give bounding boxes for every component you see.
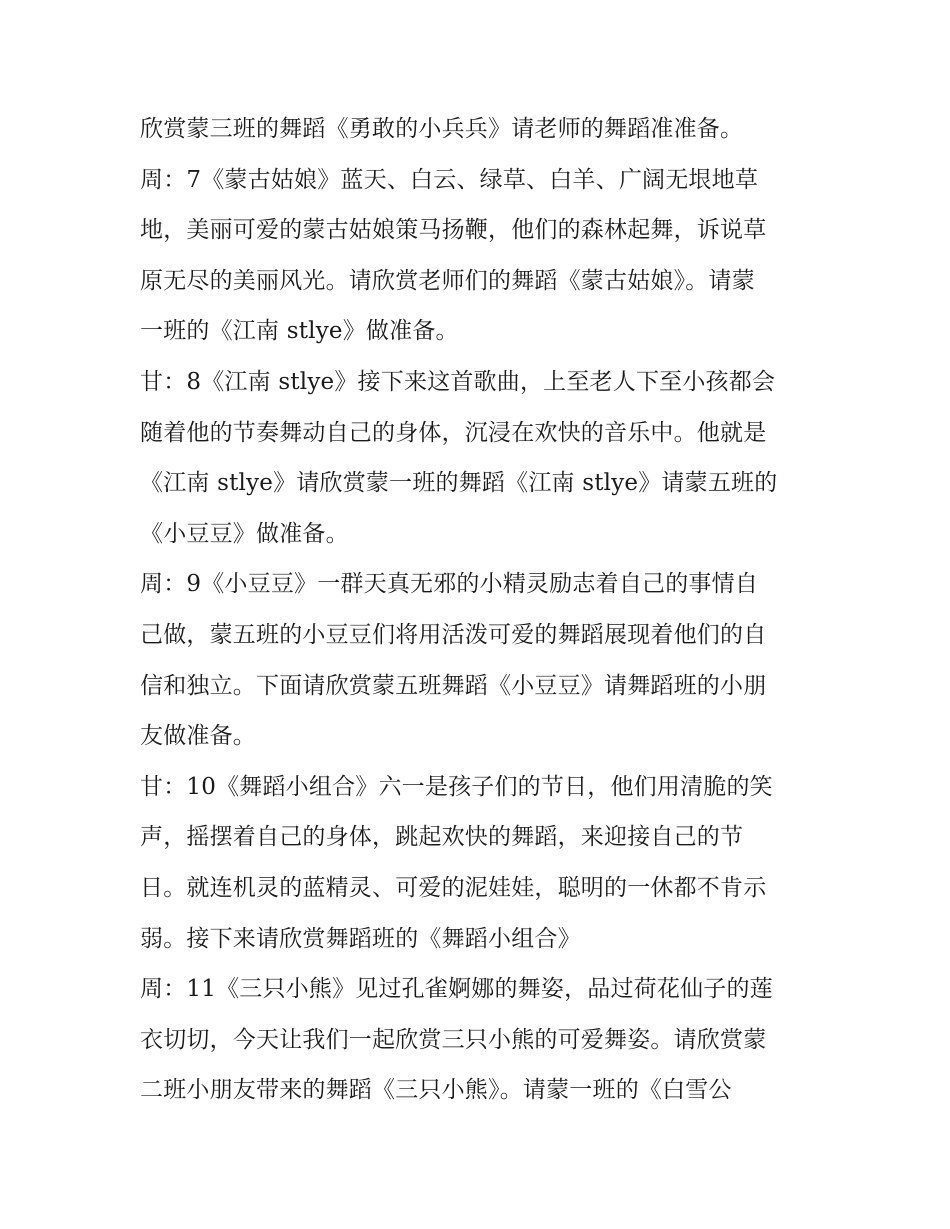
document-page: [140, 104, 820, 1116]
text-line: 弱。接下来请欣赏舞蹈班的《舞蹈小组合》: [140, 925, 581, 952]
text-line: 甘：8《江南 stlye》接下来这首歌曲，上至老人下至小孩都会: [140, 368, 776, 395]
text-line: 周：11《三只小熊》见过孔雀婀娜的舞姿，品过荷花仙子的莲: [140, 976, 773, 1003]
paragraph-4: [140, 559, 820, 761]
text-line: 信和独立。下面请欣赏蒙五班舞蹈《小豆豆》请舞蹈班的小朋: [140, 672, 767, 699]
text-line: 原无尽的美丽风光。请欣赏老师们的舞蹈《蒙古姑娘》。请蒙: [140, 267, 755, 294]
text-line: 《江南 stlye》请欣赏蒙一班的舞蹈《江南 stlye》请蒙五班的: [140, 470, 778, 497]
text-line: 周：7《蒙古姑娘》蓝天、白云、绿草、白羊、广阔无垠地草: [140, 166, 759, 193]
text-line: 己做，蒙五班的小豆豆们将用活泼可爱的舞蹈展现着他们的自: [140, 621, 767, 648]
text-line: 甘：10《舞蹈小组合》六一是孩子们的节日，他们用清脆的笑: [140, 773, 773, 800]
text-line: 周：9《小豆豆》一群天真无邪的小精灵励志着自己的事情自: [140, 571, 759, 598]
paragraph-6: [140, 964, 820, 1116]
text-line: 欣赏蒙三班的舞蹈《勇敢的小兵兵》请老师的舞蹈准准备。: [140, 116, 744, 142]
text-line: 友做准备。: [140, 723, 256, 750]
text-line: 《小豆豆》做准备。: [140, 520, 349, 547]
paragraph-2: [140, 155, 820, 357]
text-line: 日。就连机灵的蓝精灵、可爱的泥娃娃，聪明的一休都不肯示: [140, 874, 767, 901]
paragraph-5: [140, 762, 820, 964]
text-line: 地，美丽可爱的蒙古姑娘策马扬鞭，他们的森林起舞，诉说草: [140, 217, 767, 244]
text-line: 二班小朋友带来的舞蹈《三只小熊》。请蒙一班的《白雪公: [140, 1077, 732, 1104]
text-line: 衣切切，今天让我们一起欣赏三只小熊的可爱舞姿。请欣赏蒙: [140, 1026, 767, 1053]
text-line: 随着他的节奏舞动自己的身体，沉浸在欢快的音乐中。他就是: [140, 419, 767, 446]
paragraph-1: [140, 104, 820, 155]
text-line: 声，摇摆着自己的身体，跳起欢快的舞蹈，来迎接自己的节: [140, 824, 744, 851]
paragraph-3: [140, 357, 820, 559]
text-line: 一班的《江南 stlye》做准备。: [140, 318, 459, 345]
